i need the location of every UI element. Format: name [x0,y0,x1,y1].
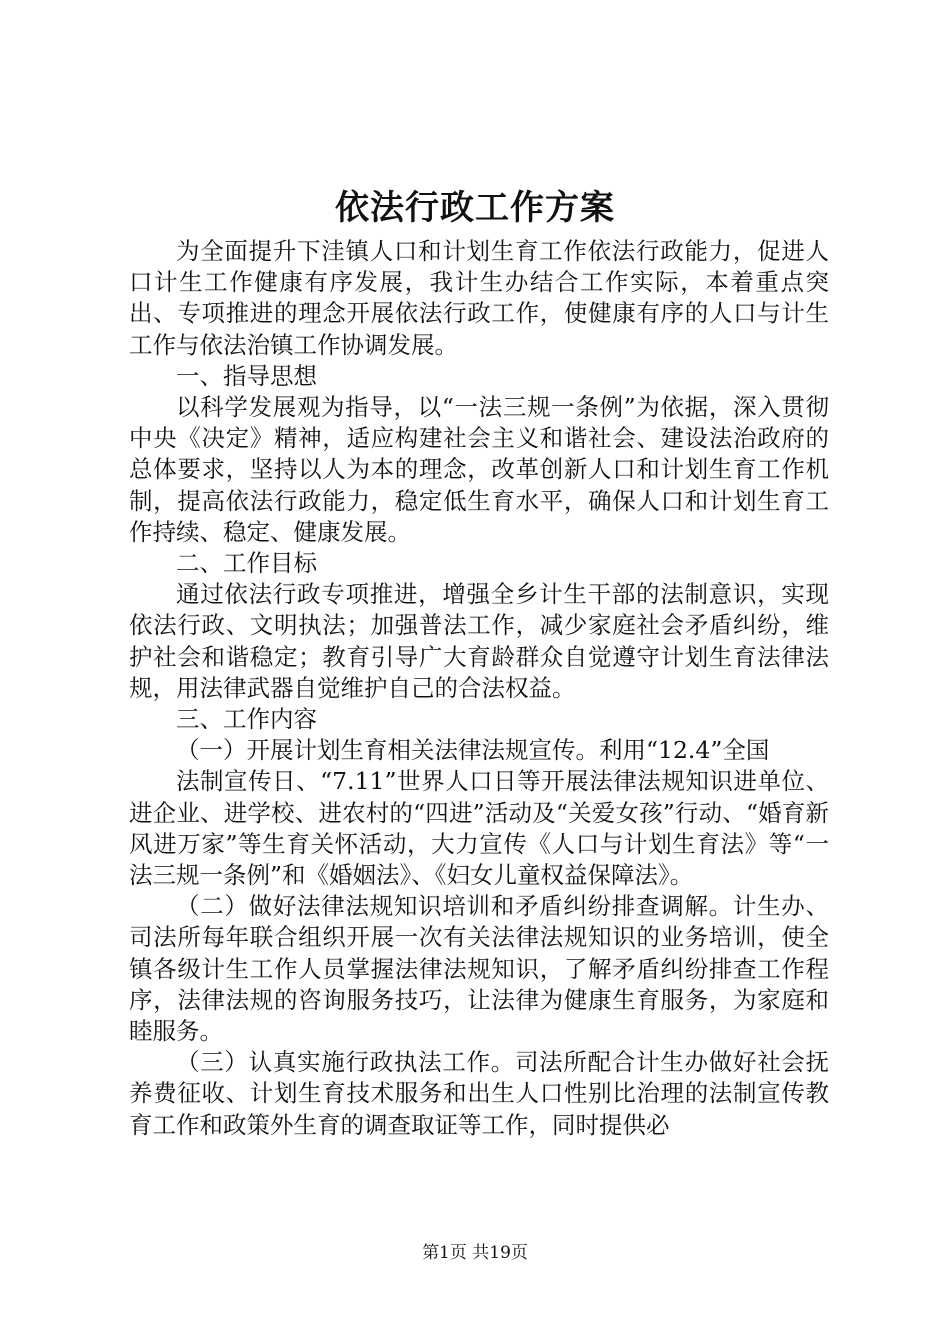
work-content-item-1-lead: （一）开展计划生育相关法律法规宣传。利用“12.4”全国 [176,736,770,765]
document-title: 依法行政工作方案 [335,188,615,228]
section-heading-work-goals: 二、工作目标 [176,549,317,578]
guiding-ideology-paragraph: 以科学发展观为指导，以“一法三规一条例”为依据，深入贯彻中央《决定》精神，适应构建社会主义和谐社会、建设法治政府的总体要求，坚持以人为本的理念，改革创新人口和计划生育工作机制，提高依法行政能力，稳定低生育水平，确保人口和计划生育工作持续、稳定、健康发展。 [129,393,829,546]
work-goals-paragraph: 通过依法行政专项推进，增强全乡计生干部的法制意识，实现依法行政、文明执法；加强普法工作，减少家庭社会矛盾纠纷，维护社会和谐稳定；教育引导广大育龄群众自觉遵守计划生育法律法规，用法律武器自觉维护自己的合法权益。 [129,580,829,702]
work-content-item-3: （三）认真实施行政执法工作。司法所配合计生办做好社会抚养费征收、计划生育技术服务和出生人口性别比治理的法制宣传教育工作和政策外生育的调查取证等工作，同时提供必 [129,1048,829,1139]
section-heading-guiding-ideology: 一、指导思想 [176,361,317,390]
section-heading-work-content: 三、工作内容 [176,705,317,734]
document-body [129,236,829,1141]
intro-paragraph: 为全面提升下洼镇人口和计划生育工作依法行政能力，促进人口计生工作健康有序发展，我计生办结合工作实际，本着重点突出、专项推进的理念开展依法行政工作，使健康有序的人口与计生工作与依法治镇工作协调发展。 [129,237,829,359]
work-content-item-1-body: 法制宣传日、“7.11”世界人口日等开展法律法规知识进单位、进企业、进学校、进农村的“四进”活动及“关爱女孩”行动、“婚育新风进万家”等生育关怀活动，大力宣传《人口与计划生育法》等“一法三规一条例”和《婚姻法》、《妇女儿童权益保障法》。 [129,767,829,890]
work-content-item-2: （二）做好法律法规知识培训和矛盾纠纷排查调解。计生办、司法所每年联合组织开展一次有关法律法规知识的业务培训，使全镇各级计生工作人员掌握法律法规知识，了解矛盾纠纷排查工作程序，法律法规的咨询服务技巧，让法律为健康生育服务，为家庭和睦服务。 [129,892,829,1046]
page-number-footer: 第1页 共19页 [422,1243,528,1263]
